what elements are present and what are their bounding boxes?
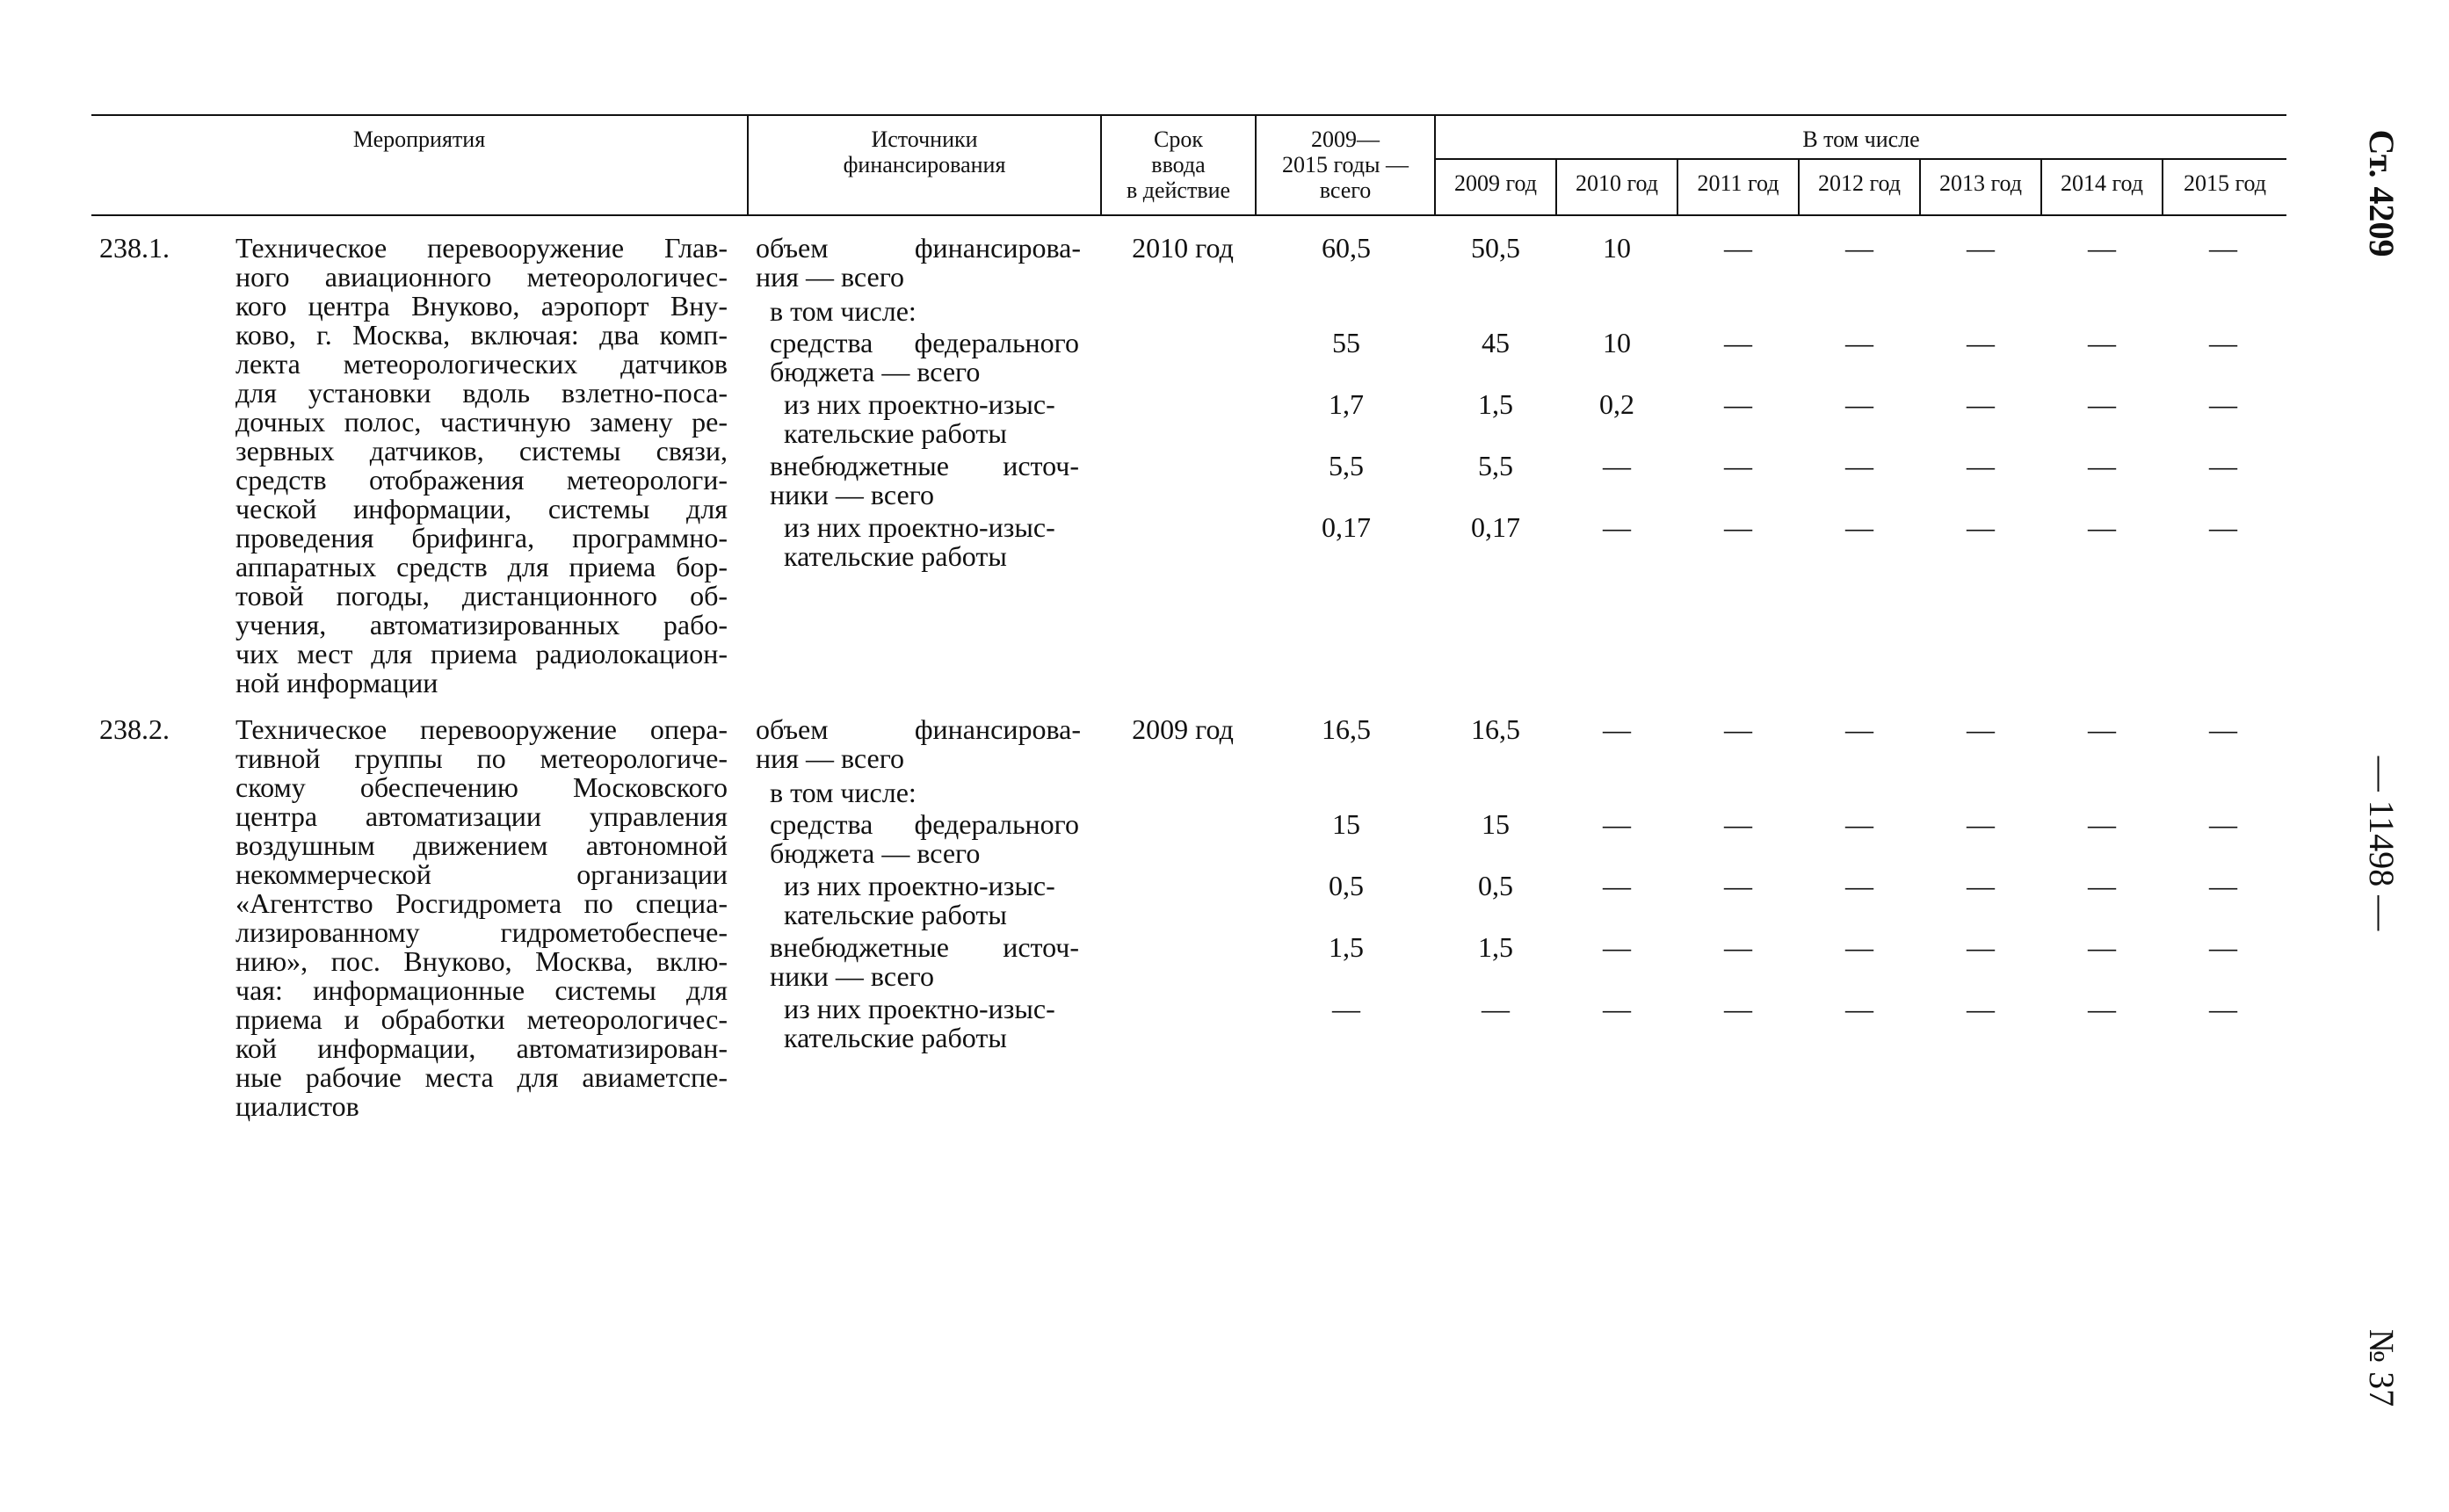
value-2009: 16,5 xyxy=(1471,713,1520,745)
value-total: — xyxy=(1332,993,1360,1024)
value-2010: — xyxy=(1603,931,1631,963)
value-2013: — xyxy=(1967,993,1995,1024)
value-2014: — xyxy=(2088,388,2116,420)
source-extrabudget-design xyxy=(784,995,1083,1053)
year-header: 2013 год xyxy=(1939,170,2022,196)
measure-line: чих мест для приема радиолокацион- xyxy=(235,638,728,669)
measure-line: аппаратных средств для приема бор- xyxy=(235,551,728,582)
value-total: 0,17 xyxy=(1322,511,1371,543)
value-2011: — xyxy=(1724,327,1752,358)
source-extrabudget xyxy=(770,452,1079,510)
measure-line: проведения брифинга, программно- xyxy=(235,522,728,553)
source-federal xyxy=(770,329,1079,387)
source-line: кательские работы xyxy=(784,417,1007,449)
year-header: 2015 год xyxy=(2184,170,2266,196)
source-line: объем финансирова- xyxy=(756,232,1081,264)
header-term xyxy=(1102,127,1255,203)
value-2015: — xyxy=(2209,388,2237,420)
value-2009: 1,5 xyxy=(1478,388,1513,420)
source-line: ники — всего xyxy=(770,960,934,992)
value-2012: — xyxy=(1845,511,1873,543)
value-2010: — xyxy=(1603,713,1631,745)
header-top-rule xyxy=(91,114,2286,116)
source-line: из них проектно-изыс- xyxy=(784,993,1055,1024)
header-total-line: 2015 годы — xyxy=(1282,152,1409,177)
value-2012: — xyxy=(1845,808,1873,840)
value-2009: 0,5 xyxy=(1478,870,1513,901)
value-2012: — xyxy=(1845,870,1873,901)
value-2014: — xyxy=(2088,808,2116,840)
value-2010: — xyxy=(1603,870,1631,901)
source-line: бюджета — всего xyxy=(770,837,981,869)
source-line: ния — всего xyxy=(756,261,905,293)
source-federal-design xyxy=(784,872,1083,930)
measure-line: нию», пос. Внуково, Москва, вклю- xyxy=(235,945,728,977)
value-2013: — xyxy=(1967,327,1995,358)
value-total: 60,5 xyxy=(1322,232,1371,264)
measure-line: ные рабочие места для авиаметспе- xyxy=(235,1061,728,1093)
source-line: ния — всего xyxy=(756,742,905,774)
value-2009: 5,5 xyxy=(1478,450,1513,481)
value-2013: — xyxy=(1967,450,1995,481)
value-2015: — xyxy=(2209,232,2237,264)
value-2014: — xyxy=(2088,450,2116,481)
value-total: 16,5 xyxy=(1322,713,1371,745)
value-2012: — xyxy=(1845,450,1873,481)
article-number: Ст. 4209 xyxy=(2362,129,2402,257)
source-federal xyxy=(770,810,1079,868)
value-total: 5,5 xyxy=(1329,450,1364,481)
value-2010: — xyxy=(1603,808,1631,840)
measure-line: воздушным движением автономной xyxy=(235,829,728,861)
row-measure xyxy=(235,715,728,1121)
source-line: в том числе: xyxy=(770,777,917,808)
measure-line: дочных полос, частичную замену ре- xyxy=(235,406,728,438)
value-2014: — xyxy=(2088,511,2116,543)
measure-line: ческой информации, системы для xyxy=(235,493,728,524)
value-2014: — xyxy=(2088,870,2116,901)
measure-line: ково, г. Москва, включая: два комп- xyxy=(235,319,728,351)
page-number: — 11498 — xyxy=(2362,756,2402,931)
header-bottom-rule xyxy=(91,214,2286,216)
source-total xyxy=(756,234,1081,292)
measure-line: кой информации, автоматизирован- xyxy=(235,1032,728,1064)
value-2011: — xyxy=(1724,713,1752,745)
year-header: 2014 год xyxy=(2061,170,2143,196)
value-2011: — xyxy=(1724,232,1752,264)
value-2010: — xyxy=(1603,993,1631,1024)
value-2009: — xyxy=(1482,993,1510,1024)
value-2014: — xyxy=(2088,327,2116,358)
value-total: 1,5 xyxy=(1329,931,1364,963)
source-line: в том числе: xyxy=(770,295,917,327)
source-line: средства федерального xyxy=(770,808,1079,840)
value-2014: — xyxy=(2088,993,2116,1024)
year-header: 2009 год xyxy=(1454,170,1537,196)
value-2010: — xyxy=(1603,511,1631,543)
value-total: 1,7 xyxy=(1329,388,1364,420)
value-2011: — xyxy=(1724,993,1752,1024)
value-2011: — xyxy=(1724,388,1752,420)
value-2012: — xyxy=(1845,327,1873,358)
year-header: 2012 год xyxy=(1818,170,1901,196)
header-sources xyxy=(749,127,1100,177)
value-2014: — xyxy=(2088,713,2116,745)
value-2009: 50,5 xyxy=(1471,232,1520,264)
value-2013: — xyxy=(1967,388,1995,420)
source-line: средства федерального xyxy=(770,327,1079,358)
measure-line: циалистов xyxy=(235,1090,359,1122)
measure-line: чая: информационные системы для xyxy=(235,974,728,1006)
measure-line: лекта метеорологических датчиков xyxy=(235,348,728,380)
value-2011: — xyxy=(1724,931,1752,963)
value-2015: — xyxy=(2209,993,2237,1024)
value-2011: — xyxy=(1724,870,1752,901)
measure-line: для установки вдоль взлетно-поса- xyxy=(235,377,728,409)
value-2012: — xyxy=(1845,713,1873,745)
value-2009: 1,5 xyxy=(1478,931,1513,963)
header-term-line: ввода xyxy=(1151,152,1206,177)
source-line: кательские работы xyxy=(784,899,1007,930)
value-2013: — xyxy=(1967,931,1995,963)
value-2015: — xyxy=(2209,327,2237,358)
value-2009: 15 xyxy=(1482,808,1510,840)
value-2014: — xyxy=(2088,931,2116,963)
measure-line: некоммерческой организации xyxy=(235,858,728,890)
value-2015: — xyxy=(2209,808,2237,840)
header-term-line: в действие xyxy=(1126,177,1231,203)
value-2015: — xyxy=(2209,870,2237,901)
value-2012: — xyxy=(1845,931,1873,963)
measure-line: ной информации xyxy=(235,667,438,698)
source-including xyxy=(770,297,1086,326)
source-line: из них проектно-изыс- xyxy=(784,870,1055,901)
measure-line: учения, автоматизированных рабо- xyxy=(235,609,728,640)
row-term: 2010 год xyxy=(1132,232,1234,264)
source-line: кательские работы xyxy=(784,540,1007,572)
source-line: внебюджетные источ- xyxy=(770,450,1079,481)
year-header: 2011 год xyxy=(1697,170,1779,196)
source-line: внебюджетные источ- xyxy=(770,931,1079,963)
source-extrabudget-design xyxy=(784,513,1083,571)
value-2011: — xyxy=(1724,450,1752,481)
value-2014: — xyxy=(2088,232,2116,264)
measure-line: кого центра Внуково, аэропорт Вну- xyxy=(235,290,728,322)
row-number: 238.1. xyxy=(99,232,170,264)
measure-line: скому обеспечению Московского xyxy=(235,771,728,803)
header-total-line: всего xyxy=(1319,177,1372,203)
source-line: объем финансирова- xyxy=(756,713,1081,745)
source-line: бюджета — всего xyxy=(770,356,981,387)
value-total: 0,5 xyxy=(1329,870,1364,901)
measure-line: зервных датчиков, системы связи, xyxy=(235,435,728,467)
header-total xyxy=(1257,127,1434,203)
header-total-line: 2009— xyxy=(1311,127,1380,152)
value-2015: — xyxy=(2209,450,2237,481)
source-extrabudget xyxy=(770,933,1079,991)
header-sources-line: финансирования xyxy=(843,152,1006,177)
value-2011: — xyxy=(1724,808,1752,840)
value-total: 15 xyxy=(1332,808,1360,840)
source-total xyxy=(756,715,1081,773)
value-2012: — xyxy=(1845,232,1873,264)
row-number: 238.2. xyxy=(99,713,170,745)
value-2010: 10 xyxy=(1603,327,1631,358)
header-including-rule xyxy=(1434,158,2286,160)
source-line: ники — всего xyxy=(770,479,934,510)
value-2015: — xyxy=(2209,713,2237,745)
measure-line: тивной группы по метеорологиче- xyxy=(235,742,728,774)
header-sources-line: Источники xyxy=(871,127,978,152)
issue-number: № 37 xyxy=(2362,1328,2402,1407)
value-2013: — xyxy=(1967,870,1995,901)
measure-line: средств отображения метеорологи- xyxy=(235,464,728,496)
value-2012: — xyxy=(1845,993,1873,1024)
value-2012: — xyxy=(1845,388,1873,420)
measure-line: лизированному гидрометобеспече- xyxy=(235,916,728,948)
header-term-line: Срок xyxy=(1154,127,1203,152)
source-including xyxy=(770,778,1086,807)
source-line: из них проектно-изыс- xyxy=(784,388,1055,420)
header-measures: Мероприятия xyxy=(352,127,486,152)
header-including: В том числе xyxy=(1802,127,1920,152)
value-2010: 0,2 xyxy=(1599,388,1634,420)
source-federal-design xyxy=(784,390,1083,448)
year-header: 2010 год xyxy=(1576,170,1658,196)
value-2015: — xyxy=(2209,511,2237,543)
measure-line: «Агентство Росгидромета по специа- xyxy=(235,887,728,919)
measure-line: Техническое перевооружение опера- xyxy=(235,713,728,745)
source-line: кательские работы xyxy=(784,1022,1007,1053)
measure-line: ного авиационного метеорологичес- xyxy=(235,261,728,293)
measure-line: центра автоматизации управления xyxy=(235,800,728,832)
source-line: из них проектно-изыс- xyxy=(784,511,1055,543)
measure-line: приема и обработки метеорологичес- xyxy=(235,1003,728,1035)
value-2013: — xyxy=(1967,232,1995,264)
value-total: 55 xyxy=(1332,327,1360,358)
value-2009: 0,17 xyxy=(1471,511,1520,543)
value-2011: — xyxy=(1724,511,1752,543)
value-2010: 10 xyxy=(1603,232,1631,264)
value-2010: — xyxy=(1603,450,1631,481)
row-measure xyxy=(235,234,728,698)
value-2009: 45 xyxy=(1482,327,1510,358)
value-2013: — xyxy=(1967,808,1995,840)
value-2013: — xyxy=(1967,511,1995,543)
measure-line: Техническое перевооружение Глав- xyxy=(235,232,728,264)
value-2013: — xyxy=(1967,713,1995,745)
measure-line: товой погоды, дистанционного об- xyxy=(235,580,728,611)
value-2015: — xyxy=(2209,931,2237,963)
row-term: 2009 год xyxy=(1132,713,1234,745)
